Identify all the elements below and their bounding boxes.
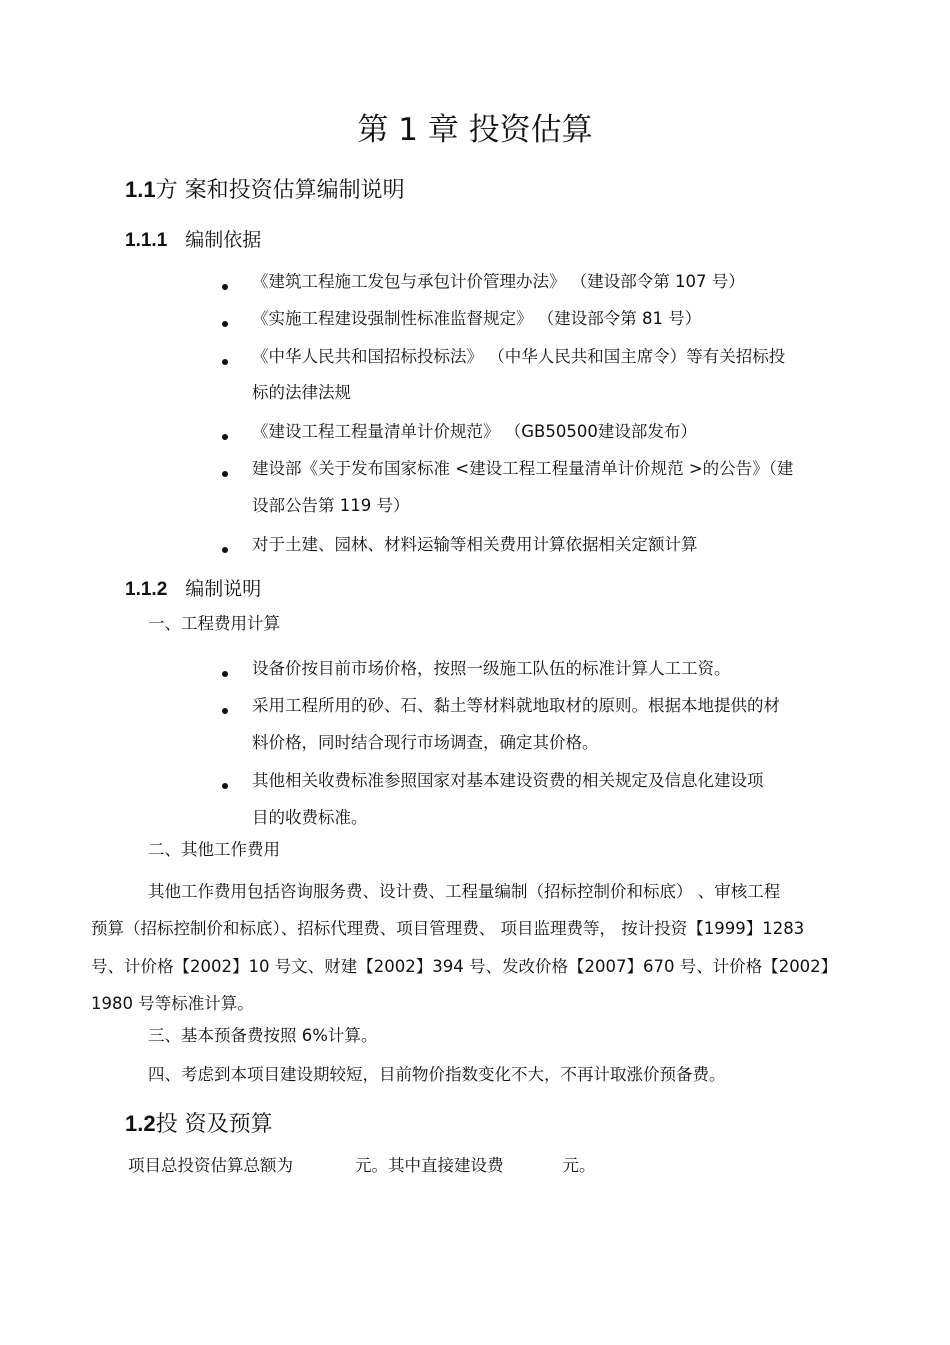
list-item: 《建设工程工程量清单计价规范》 （GB50500建设部发布） <box>252 422 697 441</box>
section-1-1-1-heading <box>125 227 261 254</box>
list-item-continuation: 标的法律法规 <box>252 383 351 402</box>
list-item-continuation: 料价格，同时结合现行市场调查，确定其价格。 <box>252 733 599 752</box>
bullet-icon <box>222 471 228 477</box>
bullet-icon <box>222 434 228 440</box>
part2-heading: 二、其他工作费用 <box>148 840 280 859</box>
list-item: 建设部《关于发布国家标准 <建设工程工程量清单计价规范 >的公告》（建 <box>252 459 794 478</box>
bullet-icon <box>222 359 228 365</box>
section-1-2-heading <box>125 1110 273 1139</box>
section-title: 编制依据 <box>185 229 262 251</box>
part4-text: 四、考虑到本项目建设期较短，目前物价指数变化不大，不再计取涨价预备费。 <box>148 1065 726 1084</box>
summary-lead: 项目总投资估算总额为 <box>128 1156 293 1175</box>
section-number: 1.1.2 <box>125 579 168 600</box>
section-title: 编制说明 <box>185 578 262 600</box>
chapter-title: 第 1 章 投资估算 <box>357 112 593 148</box>
section-number: 1.1.1 <box>125 230 168 251</box>
list-item: 采用工程所用的砂、石、黏土等材料就地取材的原则。根据本地提供的材 <box>252 696 780 715</box>
section-number: 1.2 <box>125 1111 156 1136</box>
section-title: 方 案和投资估算编制说明 <box>155 178 405 203</box>
list-item-continuation: 设部公告第 119 号） <box>252 496 410 515</box>
paragraph-line: 其他工作费用包括咨询服务费、设计费、工程量编制（招标控制价和标底） 、审核工程 <box>148 882 781 901</box>
section-title: 投 资及预算 <box>155 1112 273 1137</box>
list-item: 《建筑工程施工发包与承包计价管理办法》 （建设部令第 107 号） <box>252 272 745 291</box>
bullet-icon <box>222 671 228 677</box>
summary-tail: 元。 <box>562 1156 596 1175</box>
list-item: 其他相关收费标准参照国家对基本建设资费的相关规定及信息化建设项 <box>252 771 764 790</box>
list-item: 对于土建、园林、材料运输等相关费用计算依据相关定额计算 <box>252 535 698 554</box>
bullet-icon <box>222 284 228 290</box>
section-number: 1.1 <box>125 177 156 202</box>
section-1-1-heading <box>125 176 405 205</box>
paragraph-line: 号、计价格【2002】10 号文、财建【2002】394 号、发改价格【2007】670 号、计价格【2002】 <box>91 957 838 976</box>
bullet-icon <box>222 708 228 714</box>
part3-text: 三、基本预备费按照 6%计算。 <box>148 1026 378 1045</box>
list-item-continuation: 目的收费标准。 <box>252 808 368 827</box>
bullet-icon <box>222 783 228 789</box>
list-item: 《实施工程建设强制性标准监督规定》 （建设部令第 81 号） <box>252 309 702 328</box>
list-item: 《中华人民共和国招标投标法》 （中华人民共和国主席令）等有关招标投 <box>252 347 786 366</box>
bullet-icon <box>222 321 228 327</box>
paragraph-line: 预算（招标控制价和标底）、招标代理费、项目管理费、 项目监理费等， 按计投资【1999】1283 <box>91 919 805 938</box>
paragraph-line: 1980 号等标准计算。 <box>91 994 254 1013</box>
summary-mid: 元。其中直接建设费 <box>355 1156 504 1175</box>
section-1-1-2-heading <box>125 576 261 603</box>
list-item: 设备价按目前市场价格，按照一级施工队伍的标准计算人工工资。 <box>252 659 731 678</box>
summary-line <box>128 1154 596 1178</box>
part1-heading: 一、工程费用计算 <box>148 614 280 633</box>
bullet-icon <box>222 547 228 553</box>
